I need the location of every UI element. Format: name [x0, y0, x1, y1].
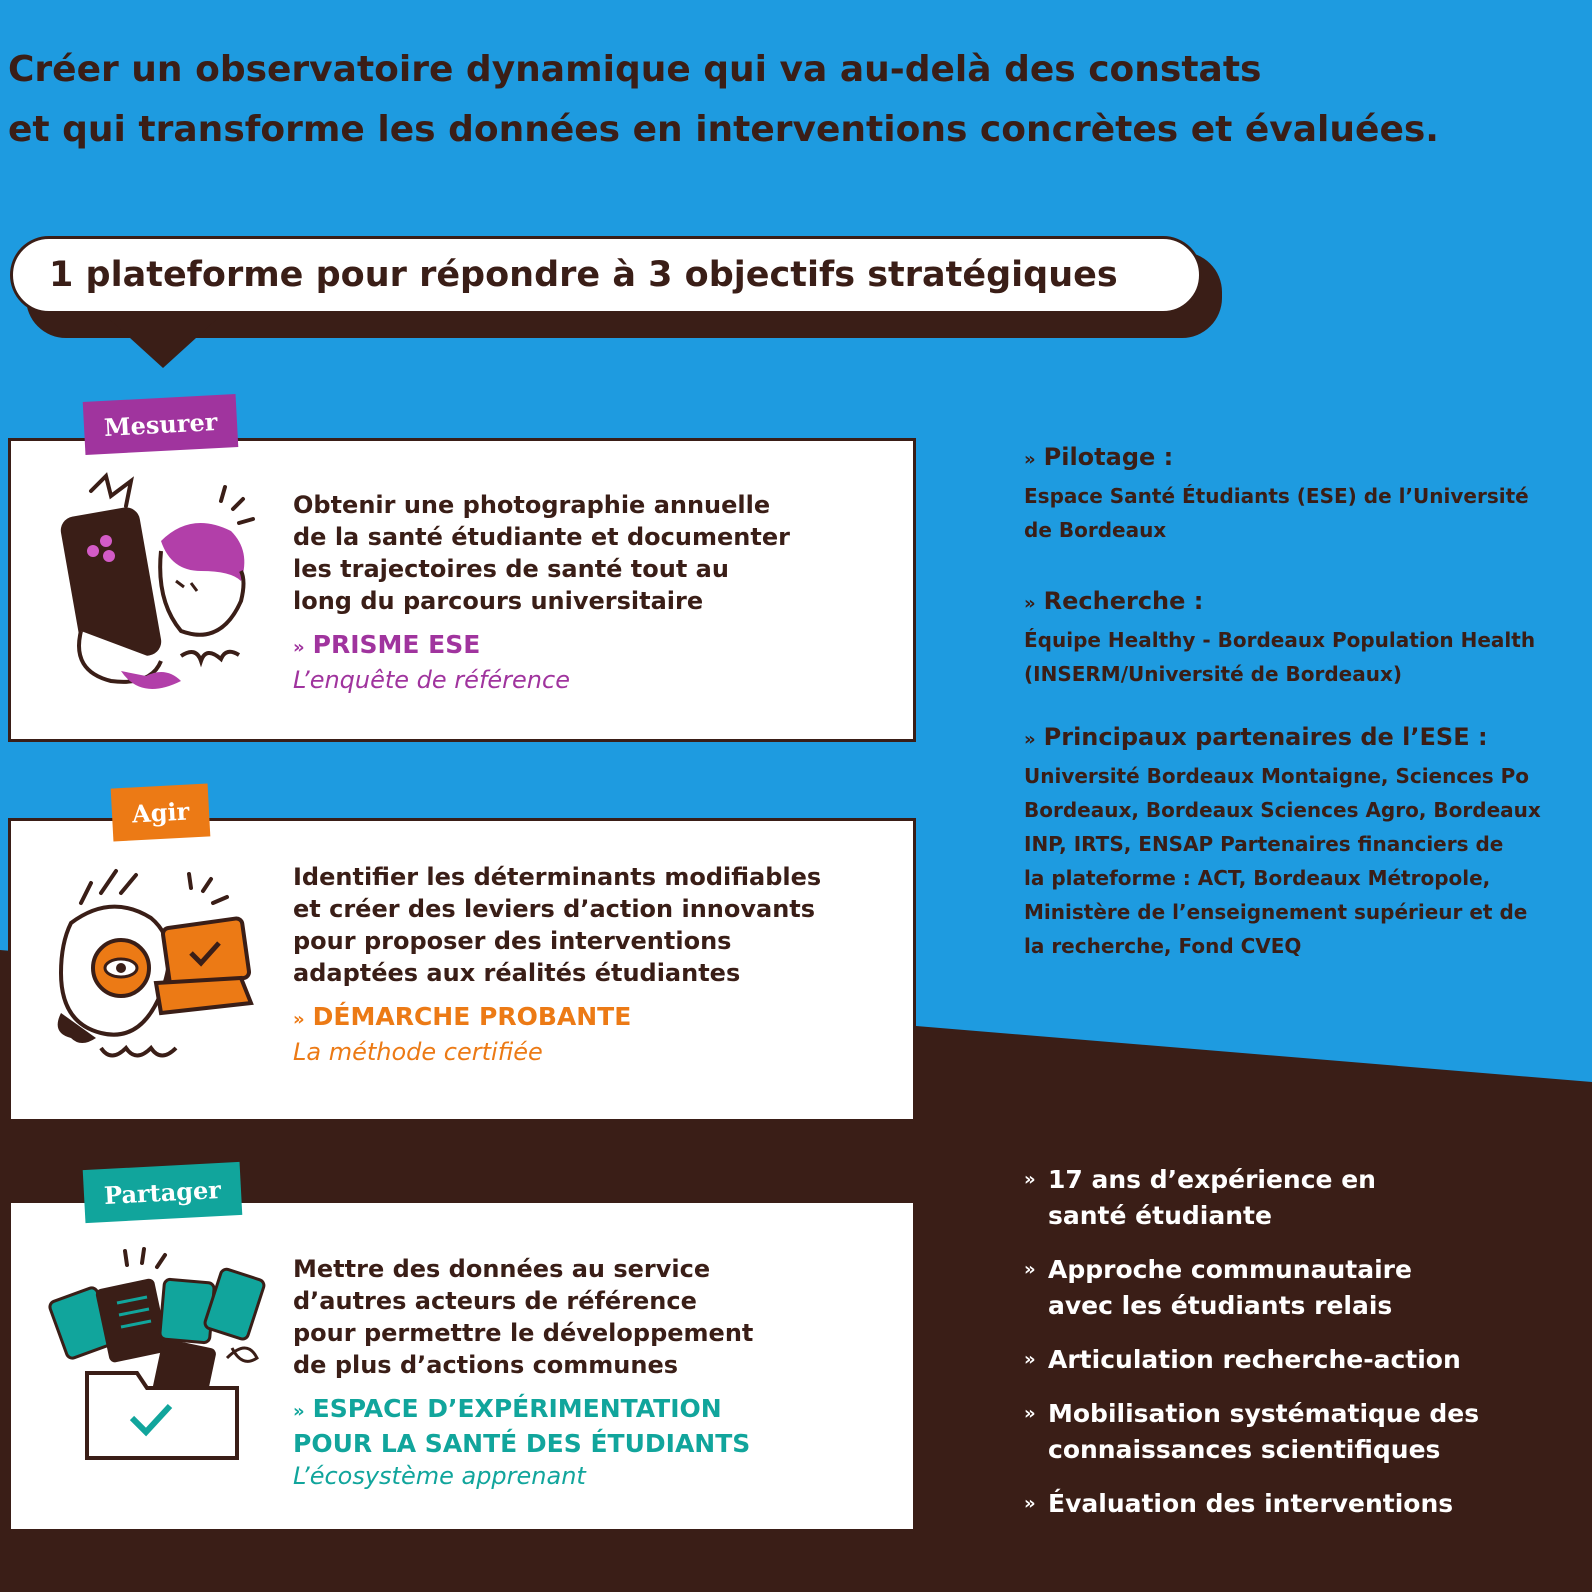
card-partager-desc-1: Mettre des données au service [293, 1255, 711, 1283]
card-mesurer-subtitle: L’enquête de référence [293, 666, 570, 694]
card-agir-link [293, 1001, 893, 1036]
info-partenaires-title: Principaux partenaires de l’ESE : [1043, 723, 1488, 751]
card-mesurer-desc-4: long du parcours universitaire [293, 587, 704, 615]
card-partager-desc-3: pour permettre le développement [293, 1319, 754, 1347]
card-agir-desc-3: pour proposer des interventions [293, 927, 732, 955]
info-recherche-line-2: (INSERM/Université de Bordeaux) [1024, 662, 1402, 686]
speech-bubble [10, 236, 1202, 314]
headline [8, 40, 1568, 160]
highlight-articulation [1024, 1342, 1584, 1378]
info-recherche [1024, 584, 1592, 691]
tag-mesurer: Mesurer [83, 394, 239, 455]
chevron-icon: » [1024, 1493, 1036, 1514]
card-mesurer-text [293, 489, 893, 696]
highlight-mobilisation-line-2: connaissances scientifiques [1048, 1435, 1441, 1464]
highlight-approche [1024, 1252, 1584, 1324]
card-partager-text [293, 1253, 893, 1492]
eye-laptop-icon [41, 863, 261, 1073]
info-recherche-title: Recherche : [1043, 587, 1204, 615]
card-mesurer-desc-2: de la santé étudiante et documenter [293, 523, 790, 551]
chevron-icon: » [1024, 1259, 1036, 1280]
info-pilotage-line-2: de Bordeaux [1024, 518, 1167, 542]
headline-line-2: et qui transforme les données en interventions concrètes et évaluées. [8, 109, 1439, 150]
card-partager-desc-4: de plus d’actions communes [293, 1351, 679, 1379]
speech-bubble-text: 1 plateforme pour répondre à 3 objectifs stratégiques [49, 255, 1118, 295]
info-partenaires [1024, 720, 1592, 963]
card-partager-link [293, 1393, 893, 1460]
card-mesurer-desc-3: les trajectoires de santé tout au [293, 555, 729, 583]
card-agir-text [293, 861, 893, 1068]
highlight-approche-line-2: avec les étudiants relais [1048, 1291, 1393, 1320]
card-agir-desc-1: Identifier les déterminants modifiables [293, 863, 822, 891]
chevron-icon: » [293, 1009, 305, 1030]
highlight-experience-line-1: 17 ans d’expérience en [1048, 1165, 1376, 1194]
chevron-icon: » [293, 637, 305, 658]
info-pilotage-title: Pilotage : [1043, 443, 1174, 471]
card-agir-desc-4: adaptées aux réalités étudiantes [293, 959, 741, 987]
info-partenaires-line-6: la recherche, Fond CVEQ [1024, 934, 1302, 958]
highlight-approche-line-1: Approche communautaire [1048, 1255, 1412, 1284]
highlight-experience [1024, 1162, 1584, 1234]
highlight-mobilisation-line-1: Mobilisation systématique des [1048, 1399, 1480, 1428]
highlight-experience-line-2: santé étudiante [1048, 1201, 1272, 1230]
chevron-icon: » [1024, 449, 1036, 470]
tag-partager: Partager [83, 1162, 242, 1223]
info-partenaires-line-3: INP, IRTS, ENSAP Partenaires financiers de [1024, 832, 1504, 856]
info-partenaires-line-2: Bordeaux, Bordeaux Sciences Agro, Bordeaux [1024, 798, 1541, 822]
chevron-icon: » [1024, 1403, 1036, 1424]
highlight-mobilisation [1024, 1396, 1584, 1468]
card-agir-subtitle: La méthode certifiée [293, 1038, 543, 1066]
info-pilotage [1024, 440, 1592, 547]
info-partenaires-line-4: la plateforme : ACT, Bordeaux Métropole, [1024, 866, 1491, 890]
card-partager-desc-2: d’autres acteurs de référence [293, 1287, 697, 1315]
card-agir-desc-2: et créer des leviers d’action innovants [293, 895, 816, 923]
tag-agir: Agir [111, 783, 211, 841]
info-pilotage-line-1: Espace Santé Étudiants (ESE) de l’Université [1024, 484, 1529, 508]
highlight-evaluation-line-1: Évaluation des interventions [1048, 1489, 1454, 1518]
highlights-list [1024, 1162, 1584, 1540]
card-mesurer-link-text: PRISME ESE [312, 630, 481, 659]
highlight-evaluation [1024, 1486, 1584, 1522]
card-agir [8, 818, 916, 1122]
chevron-icon: » [293, 1401, 305, 1422]
chevron-icon: » [1024, 729, 1036, 750]
phone-photo-icon [51, 471, 261, 701]
info-partenaires-line-1: Université Bordeaux Montaigne, Sciences Po [1024, 764, 1530, 788]
card-mesurer [8, 438, 916, 742]
highlight-articulation-line-1: Articulation recherche-action [1048, 1345, 1461, 1374]
card-mesurer-link [293, 629, 893, 664]
card-partager-link-text-1: ESPACE D’EXPÉRIMENTATION [312, 1394, 722, 1423]
card-agir-link-text: DÉMARCHE PROBANTE [312, 1002, 632, 1031]
chevron-icon: » [1024, 1169, 1036, 1190]
card-partager-link-text-2: POUR LA SANTÉ DES ÉTUDIANTS [293, 1429, 751, 1458]
card-mesurer-desc-1: Obtenir une photographie annuelle [293, 491, 771, 519]
chevron-icon: » [1024, 1349, 1036, 1370]
info-recherche-line-1: Équipe Healthy - Bordeaux Population Health [1024, 628, 1536, 652]
chevron-icon: » [1024, 593, 1036, 614]
card-partager [8, 1200, 916, 1532]
headline-line-1: Créer un observatoire dynamique qui va au-delà des constats [8, 49, 1262, 90]
info-partenaires-line-5: Ministère de l’enseignement supérieur et de [1024, 900, 1528, 924]
folder-documents-icon [47, 1243, 267, 1463]
card-partager-subtitle: L’écosystème apprenant [293, 1462, 586, 1490]
